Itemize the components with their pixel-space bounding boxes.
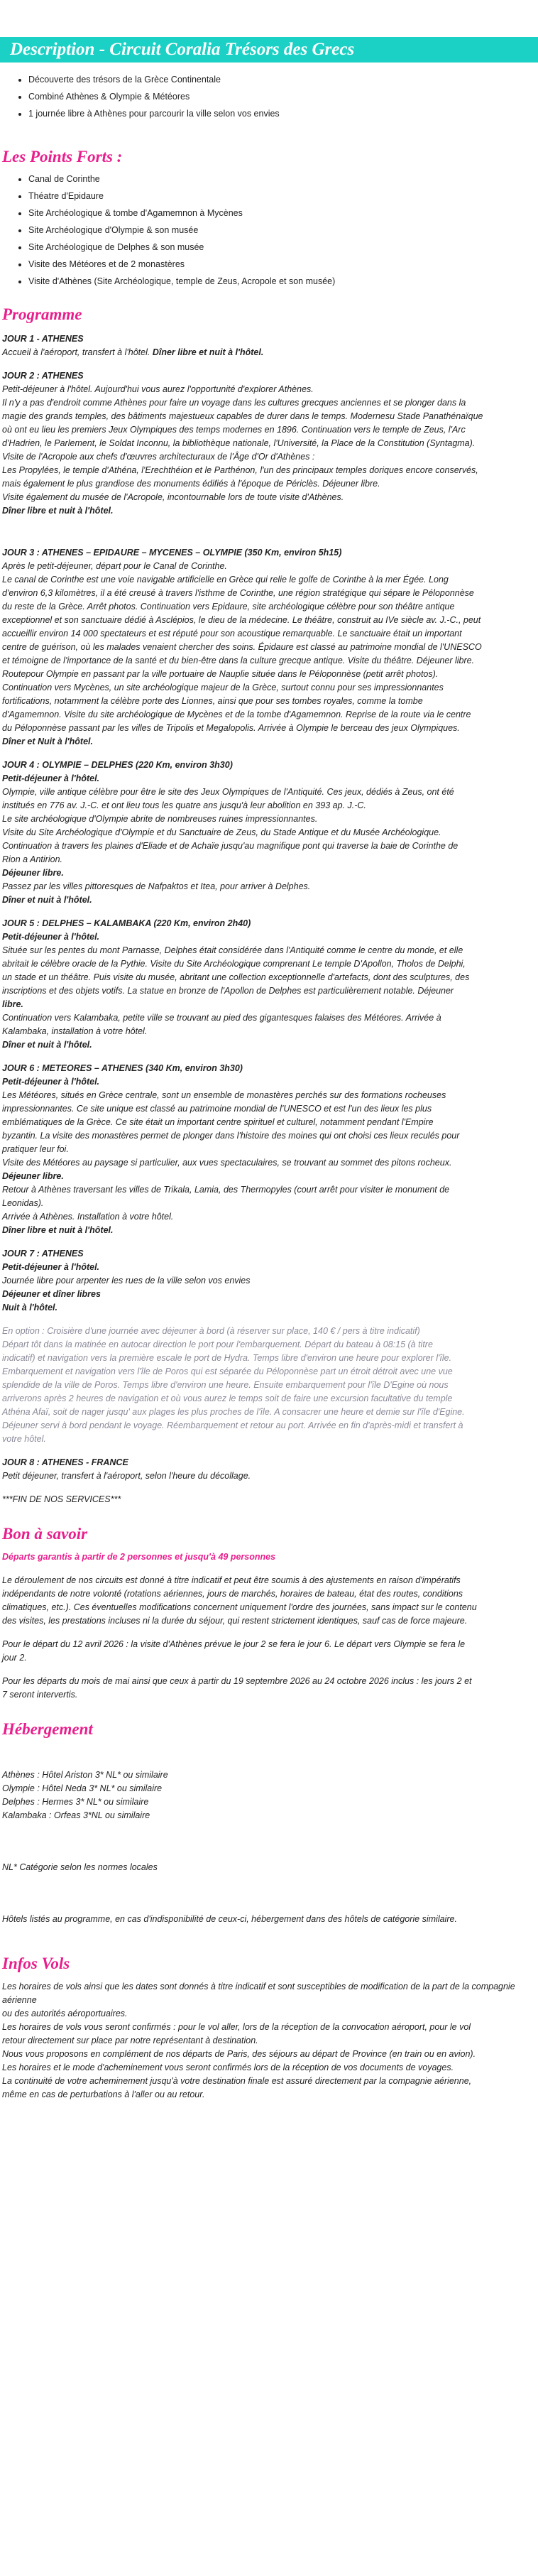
day-line: Déjeuner libre. bbox=[2, 1171, 64, 1181]
hebergement-title: Hébergement bbox=[2, 1720, 93, 1738]
day-line: Kalambaka, installation à votre hôtel. bbox=[2, 1026, 148, 1036]
intro-list bbox=[0, 71, 538, 122]
day-3 bbox=[0, 546, 538, 749]
day-line: fortifications, notamment la célèbre porte des Lionnes, ainsi que pour ses tombes royales, comme la tombe bbox=[2, 696, 423, 706]
cruise-line: Athéna Afaï, soit de nager jusqu' aux plages les plus proches de l'île. A consacrer une heure et demie sur l'île d'Egine. bbox=[2, 1407, 465, 1417]
day-line: Dîner libre et nuit à l'hôtel. bbox=[2, 1225, 114, 1235]
bon-line: jour 2. bbox=[2, 1653, 27, 1663]
day-title: JOUR 4 : OLYMPIE – DELPHES (220 Km, environ 3h30) bbox=[2, 760, 233, 770]
list-item: • Visite d'Athènes (Site Archéologique, temple de Zeus, Acropole et son musée) bbox=[28, 273, 538, 290]
day-line: un stade et un théâtre. Puis visite du musée, abritant une collection exceptionnelle d'artefacts, dont des sculptures, des bbox=[2, 972, 470, 982]
bon-line: 7 seront intervertis. bbox=[2, 1690, 78, 1700]
day-title: JOUR 2 : ATHENES bbox=[2, 371, 84, 381]
day-line: Après le petit-déjeuner, départ pour le Canal de Corinthe. bbox=[2, 561, 227, 571]
day-line: Visite de l'Acropole aux chefs d'œuvres architecturaux de l'Âge d'Or d'Athènes : bbox=[2, 452, 315, 462]
day-7 bbox=[0, 1247, 538, 1315]
day-line: Déjeuner et dîner libres bbox=[2, 1289, 101, 1299]
vols-line: Les horaires et le mode d'acheminement vous seront confirmés lors de la réception de vos documents de voyages. bbox=[2, 2063, 454, 2072]
cruise-option bbox=[0, 1325, 538, 1446]
day-line: Située sur les pentes du mont Parnasse, Delphes était considérée dans l'Antiquité comme le centre du monde, et elle bbox=[2, 945, 463, 955]
end-of-services: ***FIN DE NOS SERVICES*** bbox=[2, 1494, 121, 1504]
day-line: impressionnantes. Ce site unique est classé au patrimoine mondial de l'UNESCO et est l'un des lieux les plus bbox=[2, 1104, 432, 1114]
hotel-line: Delphes : Hermes 3* NL* ou similaire bbox=[2, 1797, 149, 1807]
bon-paragraph bbox=[0, 1574, 538, 1628]
bon-line: Pour le départ du 12 avril 2026 : la visite d'Athènes prévue le jour 2 se fera le jour 6. Le départ vers Olympie se fera le bbox=[2, 1639, 466, 1649]
hotel-line: Kalambaka : Orfeas 3*NL ou similaire bbox=[2, 1810, 150, 1820]
cruise-line: votre hôtel. bbox=[2, 1434, 46, 1444]
day-title: JOUR 1 - ATHENES bbox=[2, 334, 84, 344]
day-line: magie des grands temples, des bâtiments majestueux capables de durer dans le temps. Modernesu Stade Panathénaïque bbox=[2, 411, 483, 421]
infos-vols-title: Infos Vols bbox=[2, 1955, 70, 1972]
day-line: accueillir environ 14 000 spectateurs et est réputé pour son acoustique remarquable. Le sanctuaire était un important bbox=[2, 629, 462, 638]
bon-paragraph bbox=[0, 1638, 538, 1665]
bon-line: Le déroulement de nos circuits est donné à titre indicatif et peut être soumis à des ajustements en raison d'impératifs bbox=[2, 1575, 461, 1585]
day-2 bbox=[0, 369, 538, 518]
day-line: Dîner libre et nuit à l'hôtel. bbox=[2, 506, 114, 516]
guaranteed-departures: Départs garantis à partir de 2 personnes et jusqu'à 49 personnes bbox=[2, 1552, 276, 1562]
day-line: Dîner et nuit à l'hôtel. bbox=[2, 895, 92, 905]
cruise-line: En option : Croisière d'une journée avec déjeuner à bord (à réserver sur place, 140 € / pers à titre indicatif) bbox=[2, 1326, 420, 1336]
hotel-line: Athènes : Hôtel Ariston 3* NL* ou similaire bbox=[2, 1770, 168, 1780]
cruise-line: Embarquement et navigation vers l'île de Poros qui est séparée du Péloponnèse part un étroit détroit avec une vue bbox=[2, 1366, 453, 1376]
programme-title: Programme bbox=[2, 305, 82, 323]
cruise-line: arriverons après 2 heures de navigation et où vous aurez le temps soit de faire une excursion facultative du temple bbox=[2, 1393, 453, 1403]
day-line: Les Propylées, le temple d'Athéna, l'Erechthéion et le Parthénon, l'un des principaux temples doriques encore conservés, bbox=[2, 465, 478, 475]
vols-line: Les horaires de vols vous seront confirmés : pour le vol aller, lors de la réception de la convocation aéroport, pour le vol bbox=[2, 2022, 471, 2032]
day-line: et témoigne de l'importance de la santé et du bien-être dans la culture grecque antique. Visite du théâtre. Déjeuner libre. bbox=[2, 656, 475, 665]
day-line: où ont eu lieu les premiers Jeux Olympiques des temps modernes en 1896. Continuation vers le temple de Zeus, l'Arc bbox=[2, 425, 466, 435]
day-line: d'Agamemnon. Visite du site archéologique de Mycènes et de la tombe d'Agamemnon. Reprise de la route via le centre bbox=[2, 710, 471, 719]
day-line: du Péloponnèse passant par les villes de Tripolis et Megalopolis. Arrivée à Olympie le berceau des jeux Olympiques. bbox=[2, 723, 460, 733]
list-item: • Canal de Corinthe bbox=[28, 170, 538, 188]
list-item: • Découverte des trésors de la Grèce Continentale bbox=[28, 71, 538, 88]
vols-info bbox=[0, 1980, 538, 2102]
day-line: Visite du Site Archéologique d'Olympie et du Sanctuaire de Zeus, du Stade Antique et du Musée Archéologique. bbox=[2, 827, 441, 837]
list-item: • Théatre d'Epidaure bbox=[28, 188, 538, 205]
day-line: Continuation à travers les plaines d'Eliade et de Achaïe jusqu'au magnifique pont qui traverse la baie de Corinthe de bbox=[2, 841, 459, 851]
list-item: • Combiné Athènes & Olympie & Météores bbox=[28, 88, 538, 105]
day-title: JOUR 5 : DELPHES – KALAMBAKA (220 Km, environ 2h40) bbox=[2, 918, 251, 928]
vols-line: La continuité de votre acheminement jusqu'à votre destination finale est assuré directement par la compagnie aérienne, bbox=[2, 2076, 472, 2086]
day-line: exceptionnel et son sanctuaire dédié à Asclépios, le dieu de la médecine. Le théâtre, construit au IVe siècle av. J.-C., peut bbox=[2, 615, 481, 625]
list-item: • Site Archéologique d'Olympie & son musée bbox=[28, 222, 538, 239]
bon-line: indépendants de notre volonté (rotations aériennes, jours de marchés, horaires de bateau, état des routes, conditions bbox=[2, 1589, 463, 1599]
day-line: pratiquer leur foi. bbox=[2, 1144, 69, 1154]
day-line: emblématiques de la Grèce. Ce site était un important centre spirituel et culturel, notamment pendant l'Empire bbox=[2, 1117, 434, 1127]
vols-line: retour directement sur place par notre représentant à destination. bbox=[2, 2036, 258, 2045]
cruise-line: splendide de la ville de Poros. Temps libre d'environ une heure. Ensuite embarquement pour l'île D'Egine où nous bbox=[2, 1380, 449, 1390]
day-line: Le canal de Corinthe est une voie navigable artificielle en Grèce qui relie le golfe de Corinthe à la mer Égée. Long bbox=[2, 575, 449, 585]
day-line: d'Hadrien, le Parlement, le Soldat Inconnu, la bibliothèque nationale, l'Université, la Place de la Constitution (Syntagma). bbox=[2, 438, 476, 448]
day-line: inscriptions et des objets votifs. La statue en bronze de l'Apollon de Delphes est particulièrement notable. Déjeuner bbox=[2, 986, 454, 996]
day-title: JOUR 6 : METEORES – ATHENES (340 Km, environ 3h30) bbox=[2, 1063, 243, 1073]
day-line: Le site archéologique d'Olympie abrite de nombreuses ruines impressionnantes. bbox=[2, 814, 318, 824]
cruise-line: indicatif) et navigation vers la première escale le port de Hydra. Temps libre d'environ une heure pour explorer l'île. bbox=[2, 1353, 452, 1363]
day-line: Petit-déjeuner à l'hôtel. bbox=[2, 1262, 100, 1272]
points-forts-title: Les Points Forts : bbox=[2, 148, 123, 165]
day-text-bold: Dîner libre et nuit à l'hôtel. bbox=[152, 347, 264, 357]
list-item: • 1 journée libre à Athènes pour parcourir la ville selon vos envies bbox=[28, 105, 538, 122]
day-line: Passez par les villes pittoresques de Nafpaktos et Itea, pour arriver à Delphes. bbox=[2, 881, 311, 891]
day-line: mais également le plus grandiose des monuments édifiés à l'époque de Périclès. Déjeuner libre. bbox=[2, 479, 380, 489]
bon-line: des visites, les prestations incluses ni la durée du séjour, qui restent strictement identiques, sauf cas de force majeure. bbox=[2, 1616, 468, 1626]
day-line: d'environ 6,3 kilomètres, il a été creusé à travers l'isthme de Corinthe, une région stratégique qui sépare le Péloponnèse bbox=[2, 588, 474, 598]
day-title: JOUR 8 : ATHENES - FRANCE bbox=[2, 1457, 128, 1467]
day-line: centre de guérison, où les malades venaient chercher des soins. Épidaure est classé au patrimoine mondial de l'UNESCO bbox=[2, 642, 482, 652]
day-text: Accueil à l'aéroport, transfert à l'hôtel. bbox=[2, 347, 153, 357]
vols-line: ou des autorités aéroportuaires. bbox=[2, 2009, 128, 2018]
vols-line: Nous vous proposons en complément de nos départs de Paris, des séjours au départ de Province (en train ou en avion). bbox=[2, 2049, 476, 2059]
day-title: JOUR 3 : ATHENES – EPIDAURE – MYCENES – OLYMPIE (350 Km, environ 5h15) bbox=[2, 548, 342, 558]
day-title: JOUR 7 : ATHENES bbox=[2, 1249, 84, 1259]
day-line: Petit-déjeuner à l'hôtel. bbox=[2, 1077, 100, 1087]
hotel-line: Olympie : Hôtel Neda 3* NL* ou similaire bbox=[2, 1783, 163, 1793]
day-8 bbox=[0, 1456, 538, 1483]
bon-line: Pour les départs du mois de mai ainsi que ceux à partir du 19 septembre 2026 au 24 octobre 2026 inclus : les jours 2 et bbox=[2, 1676, 472, 1686]
day-line: Continuation vers Kalambaka, petite ville se trouvant au pied des gigantesques falaises des Météores. Arrivée à bbox=[2, 1013, 441, 1023]
list-item: • Site Archéologique de Delphes & son musée bbox=[28, 239, 538, 256]
list-item: • Site Archéologique & tombe d'Agamemnon à Mycènes bbox=[28, 205, 538, 222]
day-line: du reste de la Grèce. Arrêt photos. Continuation vers Epidaure, site archéologique célèbre pour son théâtre antique bbox=[2, 602, 455, 612]
day-line: Continuation vers Mycènes, un site archéologique majeur de la Grèce, surtout connu pour ses impressionnantes bbox=[2, 683, 444, 692]
day-line: Nuit à l'hôtel. bbox=[2, 1303, 57, 1313]
day-line: Dîner et Nuit à l'hôtel. bbox=[2, 737, 93, 746]
nl-note: NL* Catégorie selon les normes locales bbox=[2, 1862, 158, 1872]
day-line: Petit-déjeuner à l'hôtel. bbox=[2, 773, 100, 783]
day-line: institués en 776 av. J.-C. et ont lieu tous les quatre ans jusqu'à leur abolition en 393 ap. J.-C. bbox=[2, 800, 366, 810]
day-line: Petit-déjeuner à l'hôtel. bbox=[2, 932, 100, 942]
day-line: Routepour Olympie en passant par la ville portuaire de Nauplie située dans le Péloponnèse (petit arrêt photos). bbox=[2, 669, 439, 679]
day-line: Les Météores, situés en Grèce centrale, sont un ensemble de monastères perchés sur des formations rocheuses bbox=[2, 1090, 446, 1100]
day-line: Rion a Antirion. bbox=[2, 854, 62, 864]
day-line: Petit déjeuner, transfert à l'aéroport, selon l'heure du décollage. bbox=[2, 1471, 251, 1481]
day-line: Retour à Athènes traversant les villes de Trikala, Lamia, des Thermopyles (court arrêt pour visiter le monument de bbox=[2, 1185, 450, 1195]
bon-line: climatiques, etc.). Ces éventuelles modifications concernent uniquement l'ordre des journées, sans impact sur le contenu bbox=[2, 1602, 477, 1612]
day-line: Visite des Météores au paysage si particulier, aux vues spectaculaires, se trouvant au sommet des pitons rocheux. bbox=[2, 1158, 452, 1168]
day-1 bbox=[0, 332, 538, 359]
day-line: Journée libre pour arpenter les rues de la ville selon vos envies bbox=[2, 1276, 251, 1286]
day-line: Arrivée à Athènes. Installation à votre hôtel. bbox=[2, 1212, 174, 1222]
day-line: Leonidas). bbox=[2, 1198, 44, 1208]
day-line: abritait le célèbre oracle de la Pythie. Visite du Site Archéologique comprenant Le temple D'Apollon, Tholos de Delphi, bbox=[2, 959, 466, 969]
day-5 bbox=[0, 917, 538, 1052]
list-item: • Visite des Météores et de 2 monastères bbox=[28, 256, 538, 273]
day-6 bbox=[0, 1062, 538, 1237]
day-line: Il n'y a pas d'endroit comme Athènes pour faire un voyage dans les cultures grecques anciennes et se plonger dans la bbox=[2, 398, 466, 408]
points-list bbox=[0, 170, 538, 290]
day-line: libre. bbox=[2, 999, 23, 1009]
cruise-line: Déjeuner servi à bord pendant le voyage. Réembarquement et retour au port. Arrivée en fin d'après-midi et transfert à bbox=[2, 1420, 463, 1430]
hotel-list bbox=[0, 1768, 538, 1822]
day-line: Visite également du musée de l'Acropole, incontournable lors de toute visite d'Athènes. bbox=[2, 492, 344, 502]
hebergement-note: Hôtels listés au programme, en cas d'indisponibilité de ceux-ci, hébergement dans des hôtels de catégorie similaire. bbox=[2, 1914, 457, 1924]
bon-a-savoir-title: Bon à savoir bbox=[2, 1525, 88, 1543]
day-line: Déjeuner libre. bbox=[2, 868, 64, 878]
day-line: Olympie, ville antique célèbre pour être le site des Jeux Olympiques de l'Antiquité. Ces jeux, dédiés à Zeus, ont été bbox=[2, 787, 454, 797]
page bbox=[0, 37, 538, 2102]
day-4 bbox=[0, 759, 538, 907]
day-line: byzantin. La visite des monastères permet de plonger dans l'histoire des moines qui ont choisi ces lieux reculés pour bbox=[2, 1131, 460, 1141]
day-line: Dîner et nuit à l'hôtel. bbox=[2, 1040, 92, 1050]
vols-line: Les horaires de vols ainsi que les dates sont donnés à titre indicatif et sont susceptibles de modification de la part de la compagnie aérienne bbox=[2, 1982, 515, 2005]
description-banner: Description - Circuit Coralia Trésors des Grecs bbox=[0, 37, 538, 63]
vols-line: même en cas de perturbations à l'aller ou au retour. bbox=[2, 2089, 205, 2099]
day-line: Petit-déjeuner à l'hôtel. Aujourd'hui vous aurez l'opportunité d'explorer Athènes. bbox=[2, 384, 314, 394]
cruise-line: Départ tôt dans la matinée en autocar direction le port pour l'embarquement. Départ du bateau à 08:15 (à titre bbox=[2, 1339, 433, 1349]
bon-paragraph bbox=[0, 1675, 538, 1702]
